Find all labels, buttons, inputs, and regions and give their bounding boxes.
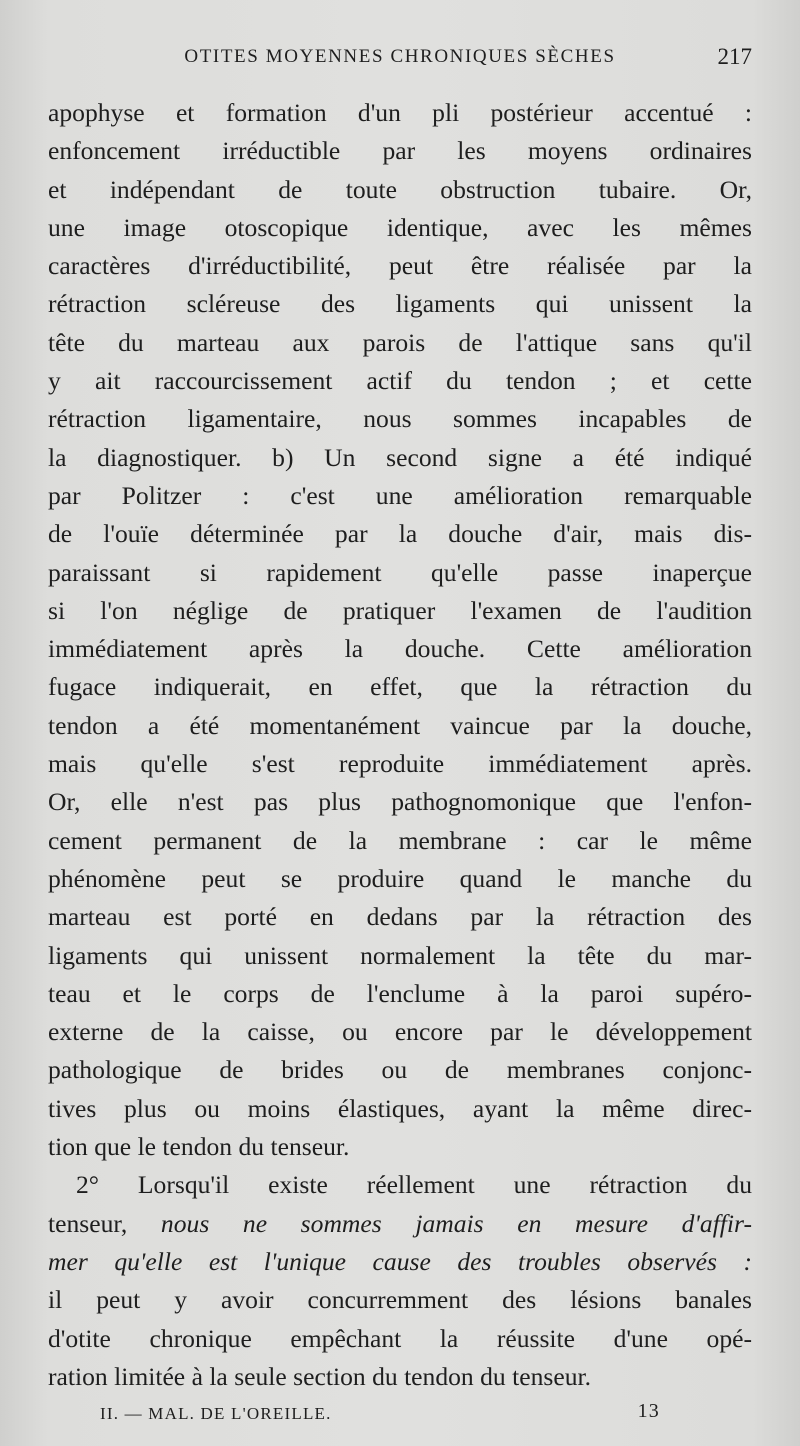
text-line: externe de la caisse, ou encore par le développement (48, 1017, 752, 1047)
text-line: tives plus ou moins élastiques, ayant la même direc- (48, 1093, 752, 1123)
italic-run: mer qu'elle est l'unique cause des troubles observés : (48, 1246, 752, 1276)
text-line: immédiatement après la douche. Cette amélioration (48, 634, 752, 664)
text-line: ligaments qui unissent normalement la tête du mar- (48, 940, 752, 970)
body-text (48, 94, 752, 1396)
text-line-italic (48, 1243, 752, 1281)
text-run: tenseur, (48, 1208, 161, 1238)
text-line: et indépendant de toute obstruction tubaire. Or, (48, 174, 752, 204)
text-line: la diagnostiquer. b) Un second signe a été indiqué (48, 442, 752, 472)
signature-line: II. — MAL. DE L'OREILLE. (100, 1404, 332, 1423)
text-line: tendon a été momentanément vaincue par la douche, (48, 710, 752, 740)
text-line: ration limitée à la seule section du tendon du tenseur. (48, 1361, 592, 1391)
running-title: OTITES MOYENNES CHRONIQUES SÈCHES (184, 46, 616, 67)
text-line: marteau est porté en dedans par la rétraction des (48, 902, 752, 932)
text-line: tête du marteau aux parois de l'attique sans qu'il (48, 327, 752, 357)
text-line: mais qu'elle s'est reproduite immédiatement après. (48, 749, 752, 779)
text-line: apophyse et formation d'un pli postérieur accentué : (48, 98, 752, 127)
text-line: tion que le tendon du tenseur. (48, 1132, 350, 1162)
text-line: une image otoscopique identique, avec les mêmes (48, 212, 752, 242)
text-line: cement permanent de la membrane : car le même (48, 825, 752, 855)
text-line: rétraction ligamentaire, nous sommes incapables de (48, 404, 752, 434)
text-line: y ait raccourcissement actif du tendon ; et cette (48, 366, 752, 396)
text-line: caractères d'irréductibilité, peut être réalisée par la (48, 251, 752, 281)
text-line: rétraction scléreuse des ligaments qui unissent la (48, 289, 752, 319)
page-footer (100, 1400, 660, 1428)
text-line: phénomène peut se produire quand le manche du (48, 863, 752, 893)
text-line: d'otite chronique empêchant la réussite d'une opé- (48, 1323, 752, 1353)
running-head (48, 44, 752, 74)
text-line: il peut y avoir concurremment des lésions banales (48, 1285, 752, 1315)
text-line: fugace indiquerait, en effet, que la rétraction du (48, 672, 752, 702)
text-line: si l'on néglige de pratiquer l'examen de l'audition (48, 595, 752, 625)
italic-run: nous ne sommes jamais en mesure d'affir- (160, 1208, 752, 1238)
text-line: de l'ouïe déterminée par la douche d'air, mais dis- (48, 519, 752, 549)
text-line: Or, elle n'est pas plus pathognomonique que l'enfon- (48, 787, 752, 817)
text-line-mixed (48, 1205, 752, 1243)
text-line: paraissant si rapidement qu'elle passe inaperçue (48, 557, 752, 587)
page-number: 217 (717, 44, 752, 69)
text-line: teau et le corps de l'enclume à la paroi supéro- (48, 978, 752, 1008)
text-line: pathologique de brides ou de membranes conjonc- (48, 1055, 752, 1085)
signature-mark: 13 (637, 1400, 660, 1422)
text-line: 2° Lorsqu'il existe réellement une rétraction du (76, 1170, 752, 1200)
text-line: par Politzer : c'est une amélioration remarquable (48, 480, 752, 510)
text-line: enfoncement irréductible par les moyens ordinaires (48, 136, 752, 166)
